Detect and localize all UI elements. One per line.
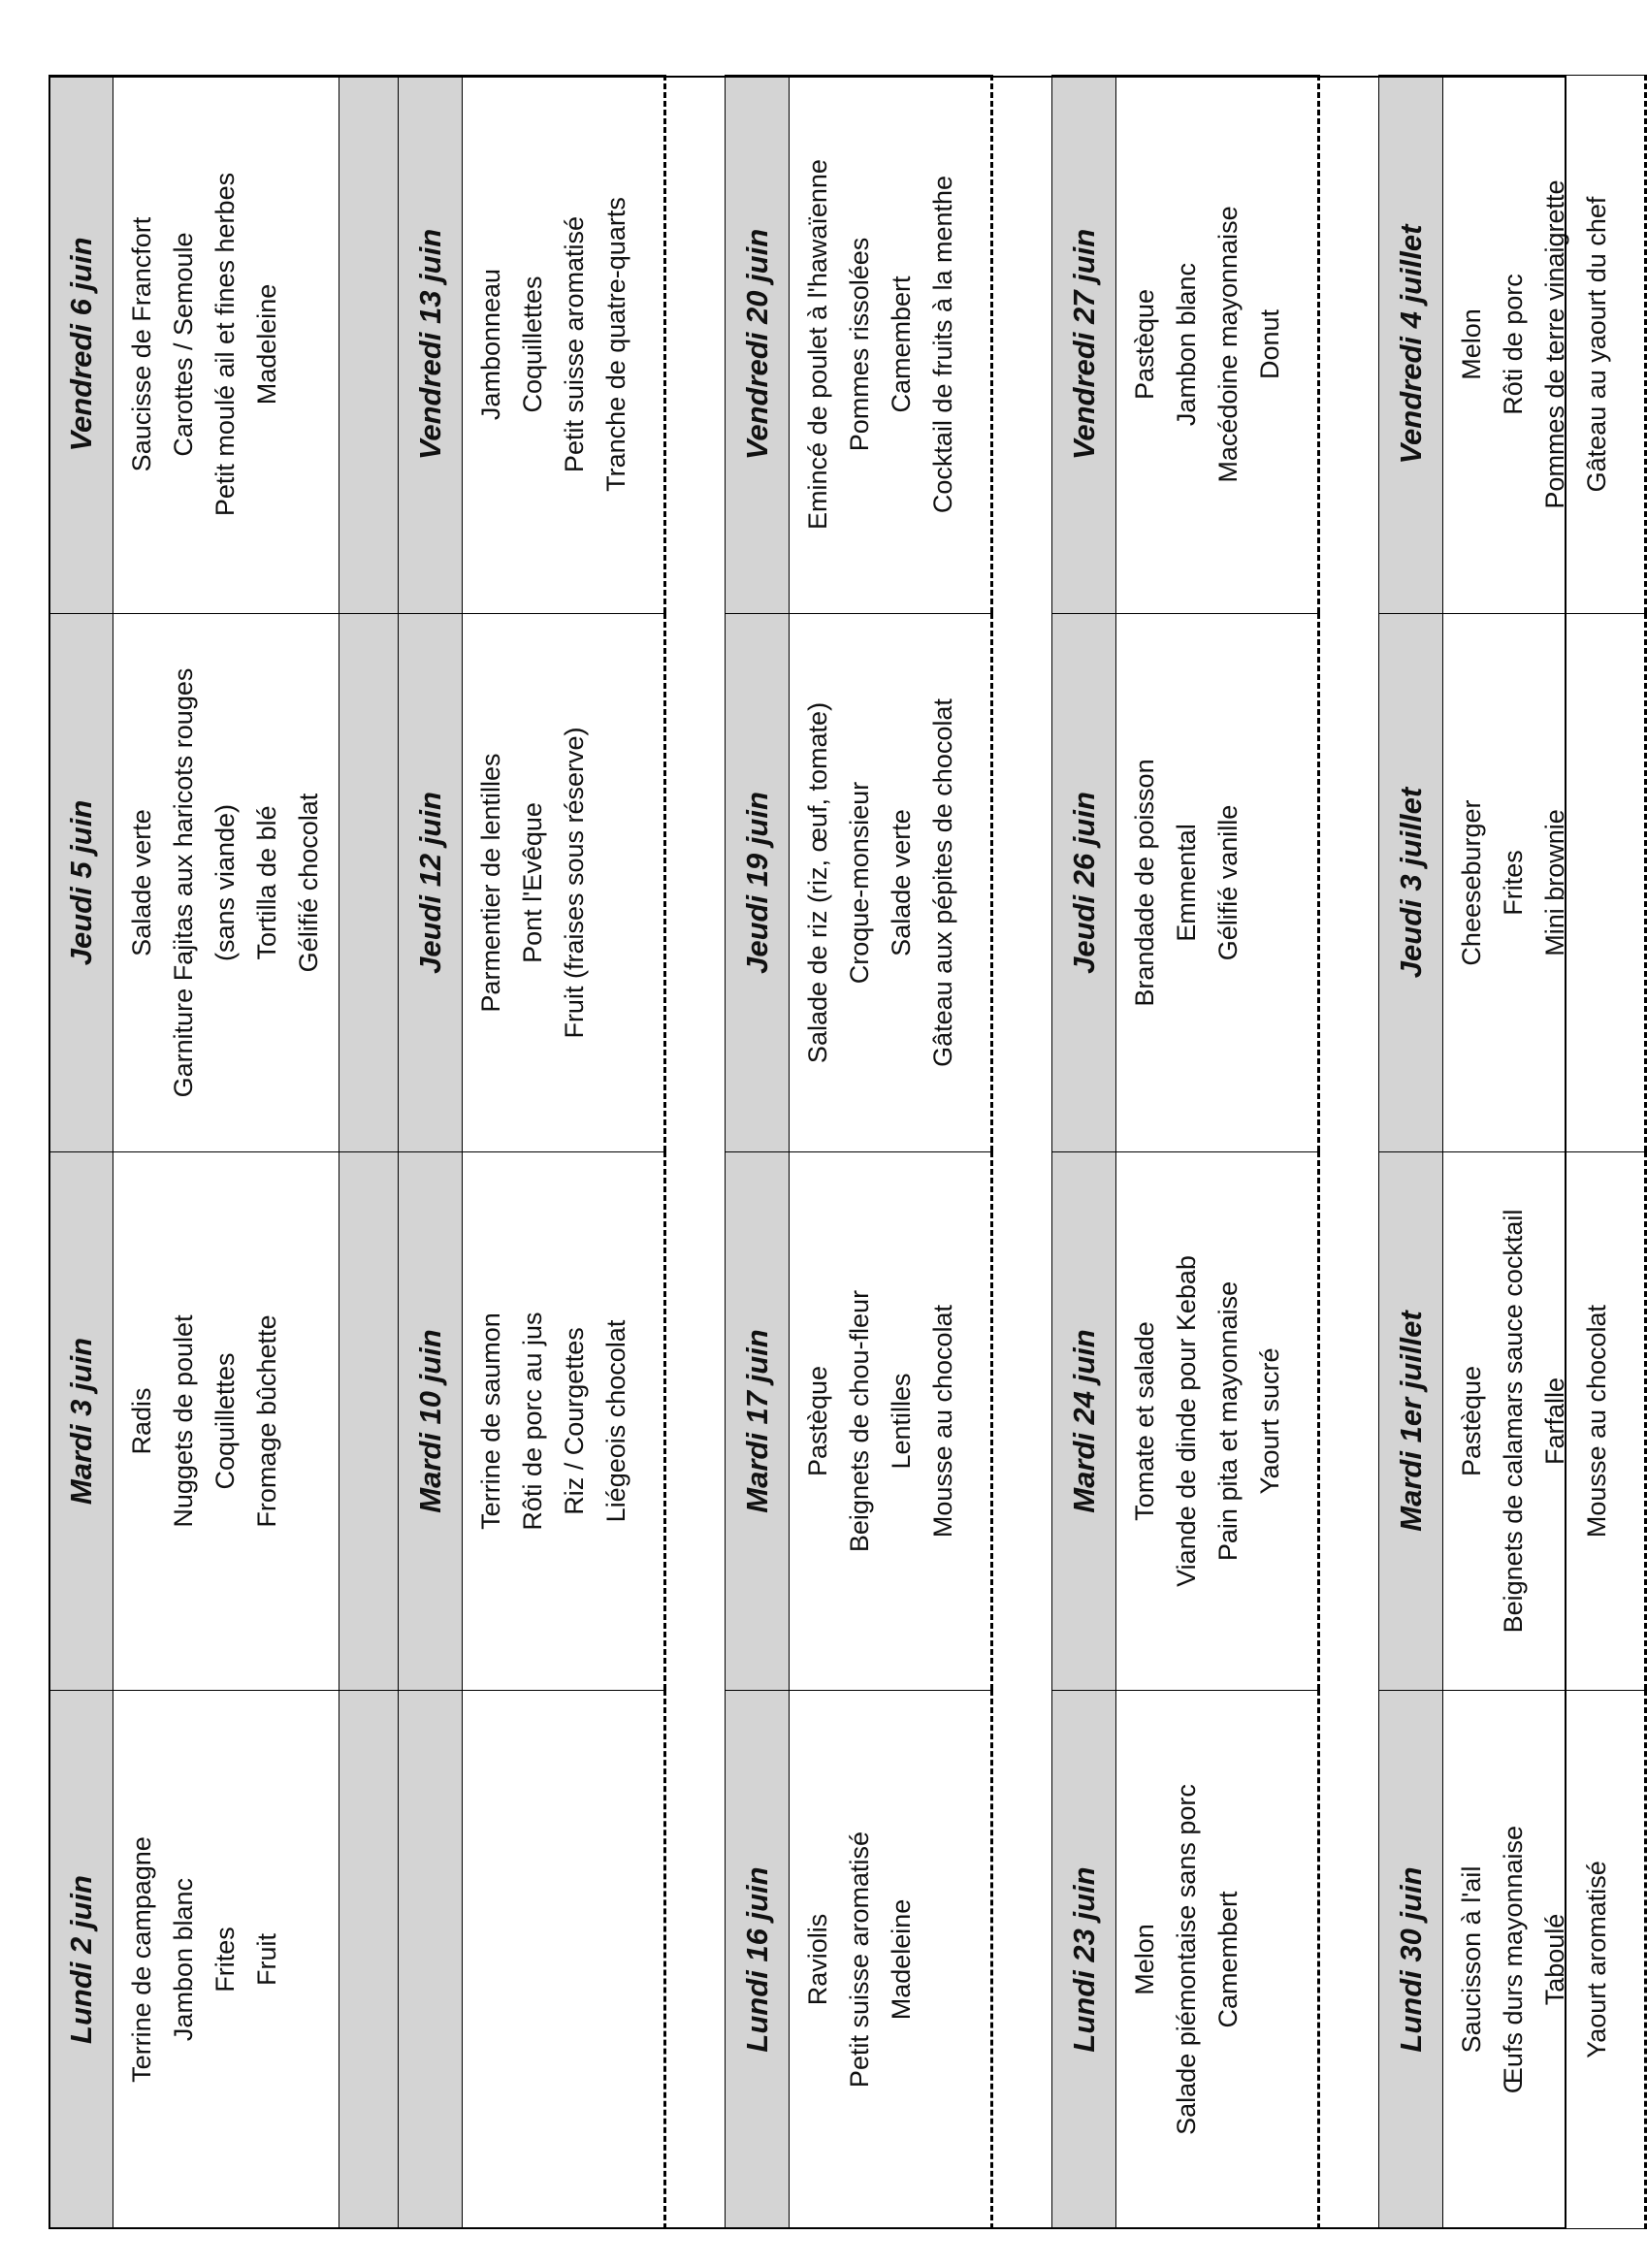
separator-cell: [665, 76, 726, 614]
menu-item: Jambon blanc: [1172, 262, 1201, 427]
menu-item: Viande de dinde pour Kebab: [1172, 1255, 1201, 1587]
day-menu: [1443, 1691, 1646, 2229]
menu-item: Petit moulé ail et fines herbes: [210, 172, 240, 517]
week-header-row: [49, 76, 113, 2229]
menu-item: (sans viande): [210, 803, 240, 962]
menu-item: Beignets de chou-fleur: [845, 1289, 874, 1553]
menu-item: Pain pita et mayonnaise: [1213, 1280, 1243, 1562]
day-menu: [1116, 76, 1319, 614]
menu-item: Terrine de campagne: [127, 1836, 156, 2083]
day-menu: [113, 76, 339, 614]
day-title: Jeudi 12 juin: [412, 792, 447, 974]
separator-cell: [665, 614, 726, 1152]
day-title: Jeudi 26 juin: [1066, 792, 1101, 974]
menu-item: Gâteau au yaourt du chef: [1582, 196, 1611, 493]
day-header: [1052, 1691, 1116, 2229]
menu-item: Coquillettes: [210, 1352, 240, 1490]
menu-item: Liégeois chocolat: [601, 1319, 630, 1523]
week-separator: [665, 76, 726, 2229]
menu-item: Yaourt aromatisé: [1582, 1861, 1611, 2058]
week-header-row: [399, 76, 463, 2229]
separator-cell: [339, 1152, 399, 1691]
day-header: [1052, 1152, 1116, 1691]
day-title: Jeudi 19 juin: [739, 792, 774, 974]
day-header: [399, 76, 463, 614]
day-title: Lundi 30 juin: [1393, 1866, 1428, 2053]
day-menu: [790, 614, 992, 1152]
separator-cell: [1319, 1152, 1379, 1691]
day-title: Mardi 17 juin: [739, 1329, 774, 1513]
week-menu-row: [1443, 76, 1646, 2229]
day-title: Lundi 2 juin: [63, 1875, 98, 2044]
day-menu: [113, 614, 339, 1152]
menu-item: Radis: [127, 1387, 156, 1455]
week-menu-row: [790, 76, 992, 2229]
menu-item: Brandade de poisson: [1130, 759, 1159, 1007]
menu-item: Emincé de poulet à l'hawaïenne: [803, 159, 832, 530]
separator-cell: [339, 1691, 399, 2229]
menu-item: Gélifié vanille: [1213, 804, 1243, 961]
day-title: Jeudi 3 juillet: [1393, 787, 1428, 979]
menu-item: Taboulé: [1540, 1913, 1569, 2006]
day-header: [1379, 614, 1443, 1152]
menu-item: Croque-monsieur: [845, 781, 874, 985]
menu-item: Donut: [1255, 308, 1284, 380]
menu-page: [48, 76, 1611, 2229]
menu-item: Pommes de terre vinaigrette: [1540, 179, 1569, 509]
day-header: [49, 76, 113, 614]
menu-item: Camembert: [887, 275, 916, 413]
day-header: [1379, 1691, 1443, 2229]
day-title: Mardi 10 juin: [412, 1329, 447, 1513]
menu-item: Saucisse de Francfort: [127, 216, 156, 472]
separator-cell: [1319, 614, 1379, 1152]
menu-item: Mousse au chocolat: [1582, 1304, 1611, 1539]
day-menu: [463, 614, 665, 1152]
menu-item: Madeleine: [252, 283, 281, 405]
day-menu: [790, 1152, 992, 1691]
day-header: [399, 614, 463, 1152]
menu-item: Terrine de saumon: [476, 1312, 505, 1530]
menu-item: Tomate et salade: [1130, 1321, 1159, 1521]
menu-item: Fruit (fraises sous réserve): [560, 727, 589, 1039]
menu-item: Salade piémontaise sans porc: [1172, 1784, 1201, 2135]
menu-item: Pont l'Evêque: [518, 802, 547, 963]
menu-item: Tortilla de blé: [252, 805, 281, 960]
menu-item: Salade verte: [887, 809, 916, 956]
week-header-row: [726, 76, 790, 2229]
day-header: [1052, 76, 1116, 614]
separator-cell: [992, 1691, 1052, 2229]
day-header: [726, 76, 790, 614]
day-header: [1052, 614, 1116, 1152]
menu-item: Carottes / Semoule: [169, 232, 198, 457]
day-menu: [790, 76, 992, 614]
week-menu-row: [113, 76, 339, 2229]
day-menu: [1443, 76, 1646, 614]
menu-item: Frites: [210, 1927, 240, 1993]
menu-item: Parmentier de lentilles: [476, 753, 505, 1013]
day-menu: [463, 1152, 665, 1691]
menu-item: Madeleine: [887, 1898, 916, 2021]
menu-item: Frites: [1499, 850, 1528, 916]
week-header-row: [1052, 76, 1116, 2229]
menu-item: Cheeseburger: [1457, 799, 1486, 966]
menu-item: Beignets de calamars sauce cocktail: [1499, 1209, 1528, 1634]
day-title: Vendredi 4 juillet: [1393, 224, 1428, 465]
day-header: [399, 1691, 463, 2229]
day-menu: [113, 1691, 339, 2229]
menu-item: Coquillettes: [518, 275, 547, 413]
day-menu: [1443, 614, 1646, 1152]
day-title: Vendredi 20 juin: [739, 228, 774, 461]
week-header-row: [1379, 76, 1443, 2229]
separator-cell: [665, 1691, 726, 2229]
separator-cell: [339, 614, 399, 1152]
week-menu-row: [1116, 76, 1319, 2229]
menu-item: Mini brownie: [1540, 809, 1569, 956]
menu-item: Raviolis: [803, 1913, 832, 2006]
separator-cell: [1319, 76, 1379, 614]
menu-item: Gélifié chocolat: [294, 793, 323, 973]
day-menu: [790, 1691, 992, 2229]
day-title: Jeudi 5 juin: [63, 799, 98, 966]
menu-item: Pastèque: [1457, 1365, 1486, 1477]
day-menu: [463, 1691, 665, 2229]
day-menu: [463, 76, 665, 614]
menu-item: Saucisson à l'ail: [1457, 1865, 1486, 2054]
menu-item: Nuggets de poulet: [169, 1314, 198, 1528]
menu-item: Pastèque: [1130, 288, 1159, 401]
day-header: [1379, 1152, 1443, 1691]
menu-item: Rôti de porc: [1499, 274, 1528, 415]
week-separator: [1319, 76, 1379, 2229]
day-menu: [1443, 1152, 1646, 1691]
menu-item: Fruit: [252, 1933, 281, 1986]
menu-item: Melon: [1130, 1924, 1159, 1995]
day-title: Mardi 3 juin: [63, 1337, 98, 1506]
menu-item: Mousse au chocolat: [928, 1304, 957, 1539]
separator-cell: [992, 1152, 1052, 1691]
day-title: Vendredi 6 juin: [63, 237, 98, 452]
day-header: [49, 1152, 113, 1691]
day-header: [49, 614, 113, 1152]
menu-table: [48, 75, 1647, 2229]
menu-item: Fromage bûchette: [252, 1314, 281, 1528]
menu-item: Lentilles: [887, 1373, 916, 1470]
day-header: [726, 614, 790, 1152]
menu-item: Garniture Fajitas aux haricots rouges: [169, 667, 198, 1098]
day-title: Lundi 23 juin: [1066, 1866, 1101, 2053]
day-header: [1379, 76, 1443, 614]
menu-item: Tranche de quatre-quarts: [601, 197, 630, 492]
menu-item: Salade de riz (riz, œuf, tomate): [803, 701, 832, 1064]
menu-item: Farfalle: [1540, 1377, 1569, 1466]
menu-item: Œufs durs mayonnaise: [1499, 1825, 1528, 2094]
week-menu-row: [463, 76, 665, 2229]
separator-cell: [992, 614, 1052, 1152]
day-menu: [1116, 614, 1319, 1152]
menu-item: Pastèque: [803, 1365, 832, 1477]
menu-item: Jambonneau: [476, 268, 505, 421]
menu-item: Yaourt sucré: [1255, 1347, 1284, 1495]
menu-item: Petit suisse aromatisé: [560, 215, 589, 473]
day-title: Mardi 1er juillet: [1393, 1311, 1428, 1532]
separator-cell: [339, 76, 399, 614]
day-header: [726, 1152, 790, 1691]
week-separator: [339, 76, 399, 2229]
day-title: Vendredi 13 juin: [412, 228, 447, 461]
day-title: Mardi 24 juin: [1066, 1329, 1101, 1513]
week-separator: [992, 76, 1052, 2229]
menu-item: Camembert: [1213, 1891, 1243, 2028]
separator-cell: [992, 76, 1052, 614]
menu-item: Rôti de porc au jus: [518, 1312, 547, 1531]
menu-item: Gâteau aux pépites de chocolat: [928, 698, 957, 1067]
menu-item: Riz / Courgettes: [560, 1327, 589, 1515]
menu-item: Melon: [1457, 308, 1486, 380]
day-menu: [1116, 1691, 1319, 2229]
day-title: Vendredi 27 juin: [1066, 228, 1101, 461]
menu-item: Salade verte: [127, 809, 156, 956]
menu-item: Pommes rissolées: [845, 237, 874, 452]
menu-item: Jambon blanc: [169, 1877, 198, 2042]
menu-item: Cocktail de fruits à la menthe: [928, 175, 957, 514]
separator-cell: [1319, 1691, 1379, 2229]
day-menu: [113, 1152, 339, 1691]
menu-item: Emmental: [1172, 824, 1201, 942]
day-title: Lundi 16 juin: [739, 1866, 774, 2053]
day-header: [726, 1691, 790, 2229]
menu-item: Macédoine mayonnaise: [1213, 206, 1243, 483]
day-header: [49, 1691, 113, 2229]
day-menu: [1116, 1152, 1319, 1691]
day-header: [399, 1152, 463, 1691]
separator-cell: [665, 1152, 726, 1691]
menu-item: Petit suisse aromatisé: [845, 1831, 874, 2089]
